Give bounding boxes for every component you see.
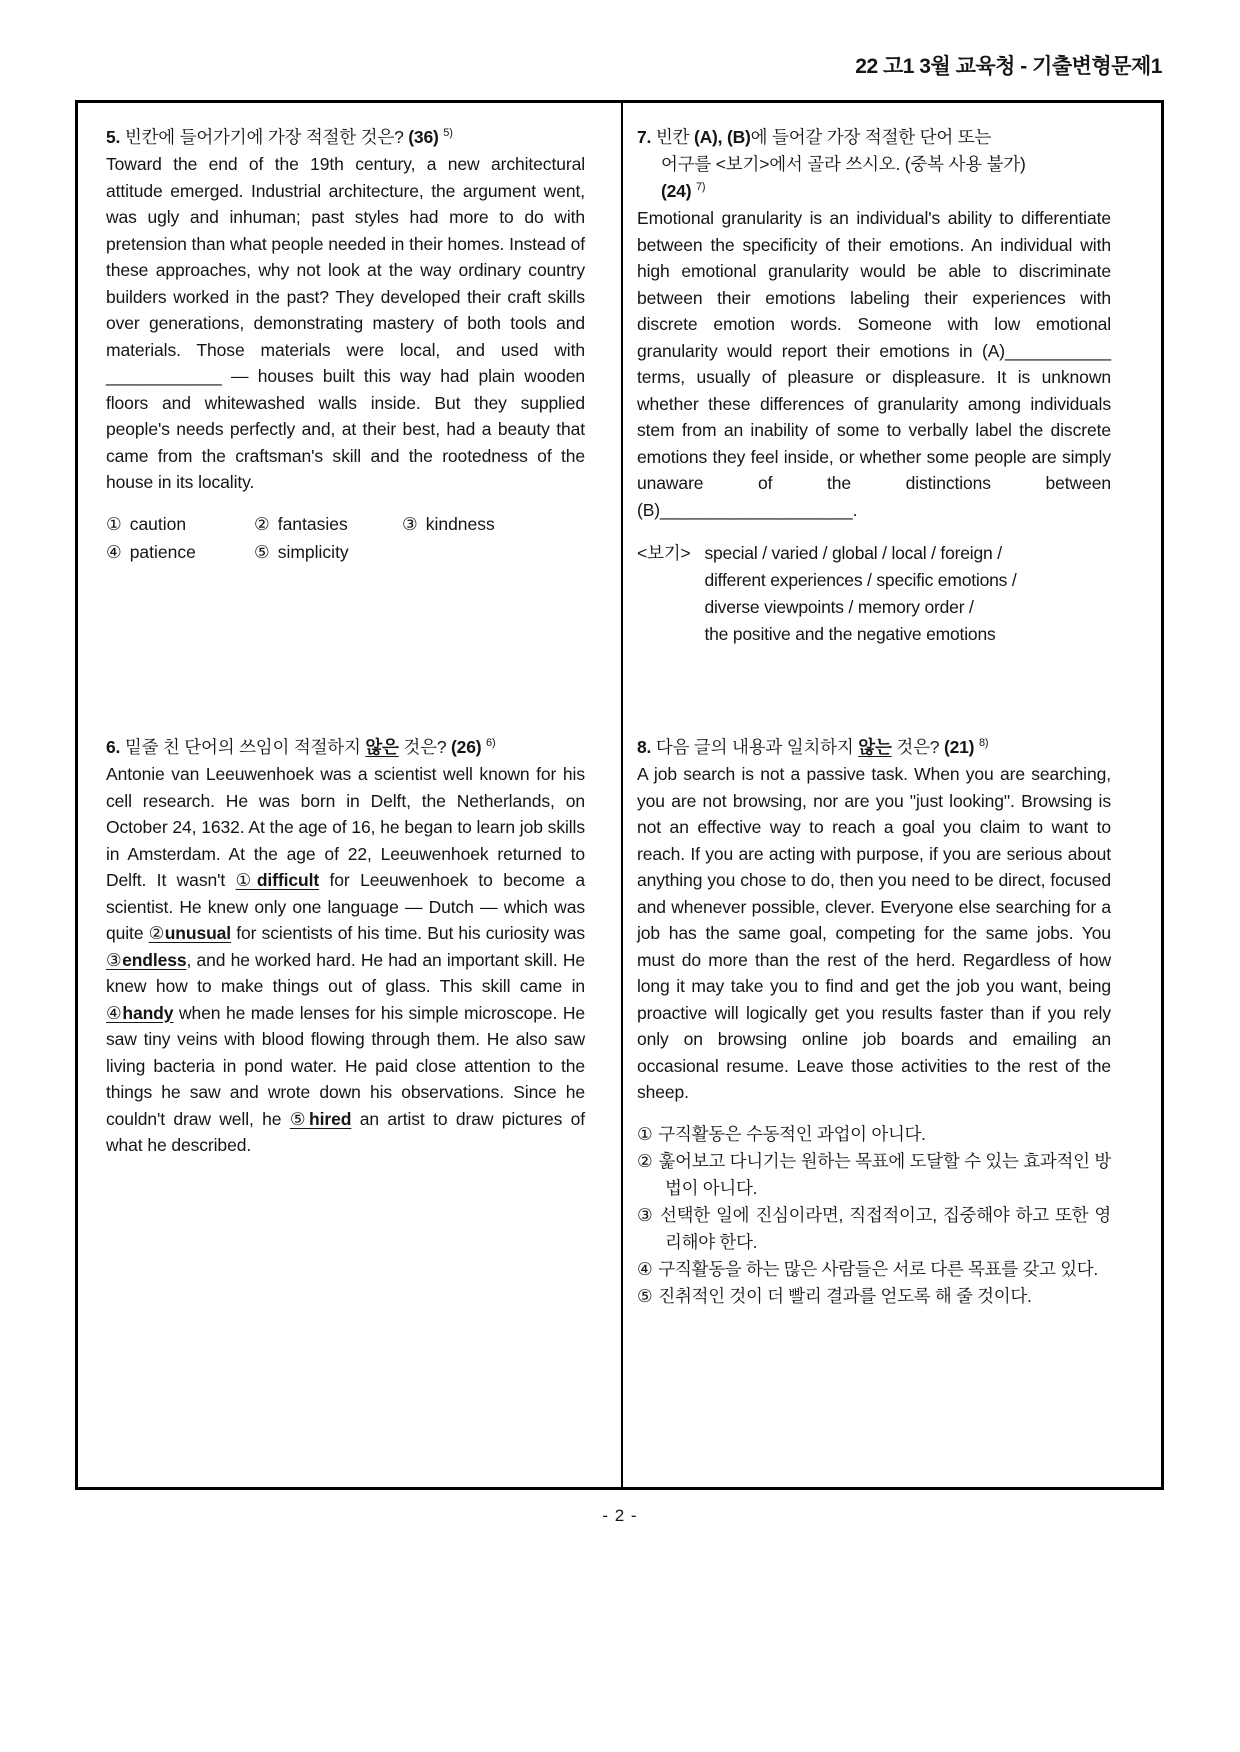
bogi-line: diverse viewpoints / memory order /	[704, 597, 974, 617]
answer-3-text: 선택한 일에 진심이라면, 직접적이고, 집중해야 하고 또한 영리해야 한다.	[660, 1204, 1112, 1252]
choice-2-marker: ②	[254, 513, 270, 534]
question-5-passage: Toward the end of the 19th century, a new architectural attitude emerged. Industrial architecture, the argument went, was ugly and inhuman; past styles had more to do with pretension than what people needed in their homes. Instead of these approaches, why not look at the way ordinary country builders worked in the past? They developed their craft skills over generations, demonstrating mastery of both tools and materials. Those materials were local, and used with ____________ — houses built this way had plain wooden floors and whitewashed walls inside. But they supplied people's needs perfectly and, at their best, had a beauty that came from the craftsman's skill and the rootedness of the house in its locality.	[106, 154, 585, 492]
question-6-passage: Antonie van Leeuwenhoek was a scientist well known for his cell research. He was born in Delft, the Netherlands, on October 24, 1632. At the age of 16, he began to learn job skills in Amsterdam. At the age of 22, Leeuwenhoek returned to Delft. It wasn't ①difficult for Leeuwenhoek to become a scientist. He knew only one language — Dutch — which was quite ②unusual for scientists of his time. But his curiosity was ③endless, and he worked hard. He had an important skill. He knew how to make things out of glass. This skill came in ④handy when he made lenses for his simple microscope. He saw tiny veins with blood flowing through them. He also saw living bacteria in pond water. He paid close attention to the things he saw and wrote down his observations. Since he couldn't draw well, he ⑤hired an artist to draw pictures of what he described.	[106, 764, 586, 1155]
question-7	[637, 124, 1111, 734]
answer-2	[637, 1148, 1111, 1202]
answer-5-marker: ⑤	[637, 1285, 653, 1306]
question-8-passage: A job search is not a passive task. When you are searching, you are not browsing, nor are you "just looking". Browsing is not an effective way to reach a goal you claim to want to reach. If you are acting with purpose, if you are serious about anything you chose to do, then you need to be direct, focused and whenever possible, clever. Everyone else searching for a job has the same goal, competing for the same jobs. You must do more than the rest of the herd. Regardless of how long it may take you to find and get the job you want, being proactive will logically get you results faster than if you rely only on browsing online job boards and emailing an occasional resume. Leave those activities to the rest of the sheep.	[637, 764, 1111, 1102]
answer-1	[637, 1121, 1111, 1148]
answer-3	[637, 1202, 1111, 1256]
bogi-line: different experiences / specific emotions /	[704, 570, 1017, 590]
question-6-header: 6. 밑줄 친 단어의 쓰임이 적절하지 않은 것은? (26) $^{6)}$	[106, 737, 496, 757]
question-5-header: 5. 빈칸에 들어가기에 가장 적절한 것은? (36) $^{5)}$	[106, 127, 453, 147]
answer-3-marker: ③	[637, 1204, 655, 1225]
choice-4-marker: ④	[106, 541, 122, 562]
choice-5-marker: ⑤	[254, 541, 270, 562]
choice-4-label: patience	[129, 541, 196, 562]
question-8	[637, 734, 1111, 1310]
question-5	[106, 124, 585, 734]
choice-5	[254, 539, 402, 566]
question-8-header: 8. 다음 글의 내용과 일치하지 않는 것은? (21) $^{8)}$	[637, 737, 989, 757]
bogi-box	[637, 540, 1111, 648]
question-7-header-line1: 7. 빈칸 (A), (B)에 들어갈 가장 적절한 단어 또는	[637, 127, 992, 147]
answer-2-marker: ②	[637, 1150, 653, 1171]
choice-1	[106, 511, 254, 538]
answer-1-text: 구직활동은 수동적인 과업이 아니다.	[658, 1123, 926, 1144]
question-5-choices	[106, 511, 585, 566]
choice-5-label: simplicity	[277, 541, 349, 562]
answer-4	[637, 1256, 1111, 1283]
question-7-header-line3: (24) $^{7)}$	[661, 181, 706, 201]
question-7-passage: Emotional granularity is an individual's ability to differentiate between the specificity of their emotions. An individual with high emotional granularity would be able to discriminate between their emotions labeling their experiences with discrete emotion words. Someone with low emotional granularity would report their emotions in (A)___________ terms, usually of pleasure or displeasure. It is unknown whether these differences of granularity among individuals stem from an inability of some to verbally label the discrete emotions they feel inside, or whether some people are simply unaware of the distinctions between (B)____________________.	[637, 208, 1111, 520]
exam-sheet	[75, 100, 1164, 1490]
choice-2-label: fantasies	[277, 513, 348, 534]
choice-3-label: kindness	[425, 513, 495, 534]
answer-5	[637, 1283, 1111, 1310]
question-6	[106, 734, 585, 1159]
bogi-options	[704, 540, 1111, 648]
choice-2	[254, 511, 402, 538]
answer-4-marker: ④	[637, 1258, 653, 1279]
answer-5-text: 진취적인 것이 더 빨리 결과를 얻도록 해 줄 것이다.	[658, 1285, 1032, 1306]
choice-1-label: caution	[129, 513, 187, 534]
choice-4	[106, 539, 254, 566]
bogi-line: the positive and the negative emotions	[704, 624, 996, 644]
page-title: 22 고1 3월 교육청 - 기출변형문제1	[855, 55, 1162, 78]
left-column	[78, 103, 621, 1487]
right-column	[621, 103, 1161, 1487]
bogi-line: special / varied / global / local / foreign /	[704, 543, 1002, 563]
answer-4-text: 구직활동을 하는 많은 사람들은 서로 다른 목표를 갖고 있다.	[658, 1258, 1098, 1279]
answer-2-text: 훑어보고 다니기는 원하는 목표에 도달할 수 있는 효과적인 방법이 아니다.	[658, 1150, 1111, 1198]
answer-1-marker: ①	[637, 1123, 653, 1144]
page-number: - 2 -	[602, 1506, 638, 1525]
choice-3-marker: ③	[402, 513, 418, 534]
choice-3	[402, 511, 585, 538]
question-7-header-line2: 어구를 <보기>에서 골라 쓰시오. (중복 사용 불가)	[661, 154, 1026, 174]
question-8-choices	[637, 1121, 1111, 1310]
choice-1-marker: ①	[106, 513, 122, 534]
question-7-header	[637, 124, 1111, 205]
bogi-label: <보기>	[637, 543, 691, 563]
